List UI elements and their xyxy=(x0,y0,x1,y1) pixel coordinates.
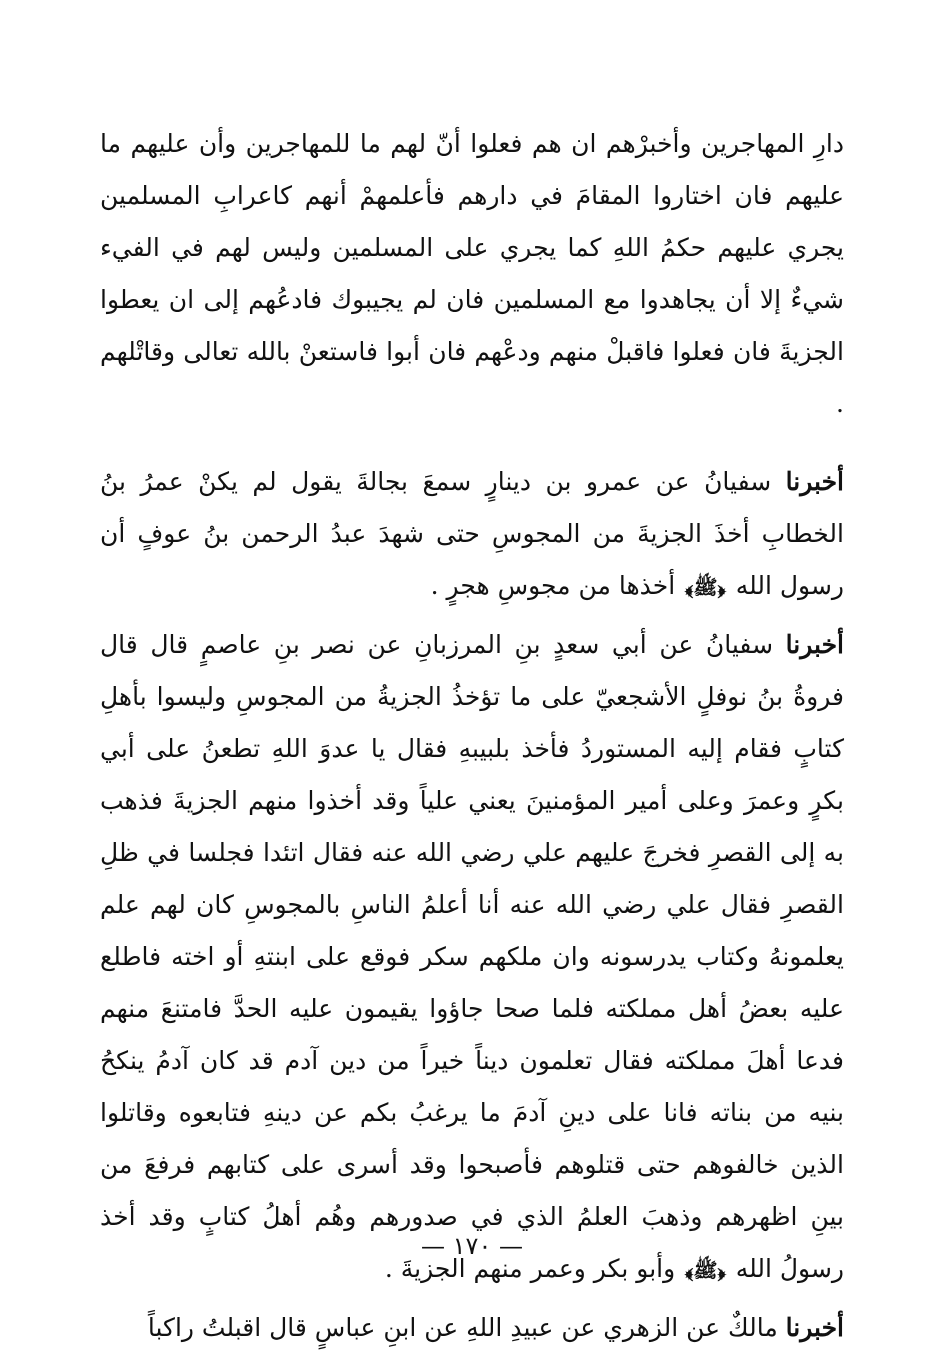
paragraph-3 xyxy=(100,619,844,1296)
paragraph-2-text: سفيانُ عن عمرو بن دينارٍ سمعَ بجالةَ يقول لم يكنْ عمرُ بنُ الخطابِ أخذَ الجزيةَ من المجوسِ حتى شهدَ عبدُ الرحمن بنُ عوفٍ أن رسول الله xyxy=(100,467,844,600)
paragraph-4 xyxy=(100,1302,844,1354)
salawat-symbol: ﴿ﷺ﴾ xyxy=(685,1258,726,1282)
salawat-symbol: ﴿ﷺ﴾ xyxy=(685,575,726,599)
paragraph-3-text: سفيانُ عن أبي سعدٍ بنِ المرزبانِ عن نصر بنِ عاصمٍ قال قال فروةُ بنُ نوفلٍ الأشجعيّ على ما تؤخذُ الجزيةُ من المجوسِ وليسوا بأهلِ كتابٍ فقام إليه المستوردُ فأخذ بلبيبهِ فقال يا عدوَ اللهِ تطعنُ على أبي بكرٍ وعمرَ وعلى أمير المؤمنينَ يعني علياً وقد أخذوا منهم الجزيةَ فذهب به إلى القصرِ فخرجَ عليهم علي رضي الله عنه فقال اتئدا فجلسا في ظلِ القصرِ فقال علي رضي الله عنه أنا أعلمُ الناسِ بالمجوسِ كان لهم علم يعلمونهُ وكتاب يدرسونه وان ملكهم سكر فوقع على ابنتهِ أو اخته فاطلع عليه بعضُ أهل مملكته فلما صحا جاؤوا يقيمون عليه الحدَّ فامتنعَ منهم فدعا أهلَ مملكته فقال تعلمون ديناً خيراً من دين آدم قد كان آدمُ ينكحُ بنيه من بناته فانا على دينِ آدمَ ما يرغبُ بكم عن دينهِ فتابعوه وقاتلوا الذين خالفوهم حتى قتلوهم فأصبحوا وقد أسرى على كتابهم فرفعَ من بينِ اظهرهم وذهبَ العلمُ الذي في صدورهم وهُم أهلُ كتابٍ وقد أخذ رسولُ الله xyxy=(100,630,844,1283)
paragraph-1 xyxy=(100,118,844,430)
page-number: — ١٧٠ — xyxy=(421,1232,523,1260)
body-text xyxy=(100,118,844,1354)
paragraph-3-lead: أخبرنا xyxy=(785,630,844,659)
paragraph-4-lead: أخبرنا xyxy=(785,1313,844,1342)
paragraph-2 xyxy=(100,456,844,613)
paragraph-2-tail: أخذها من مجوسِ هجرٍ . xyxy=(430,571,684,600)
paragraph-2-lead: أخبرنا xyxy=(785,467,844,496)
paragraph-1-text: دارِ المهاجرين وأخبرْهم ان هم فعلوا أنّ لهم ما للمهاجرين وأن عليهم ما عليهم فان اختاروا المقامَ في دارهم فأعلمهمْ أنهم كاعرابِ المسلمين يجري عليهم حكمُ اللهِ كما يجري على المسلمين وليس لهم في الفيء شيءٌ إلا أن يجاهدوا مع المسلمين فان لم يجيبوك فادعُهم إلى ان يعطوا الجزيةَ فان فعلوا فاقبلْ منهم ودعْهم فان أبوا فاستعنْ بالله تعالى وقاتْلهم . xyxy=(100,129,844,418)
paragraph-4-text: مالكٌ عن الزهري عن عبيدِ اللهِ عن ابنِ عباسٍ قال اقبلتُ راكباً xyxy=(147,1313,786,1342)
paragraph-3-tail: وأبو بكر وعمر منهم الجزيةَ . xyxy=(384,1254,684,1283)
